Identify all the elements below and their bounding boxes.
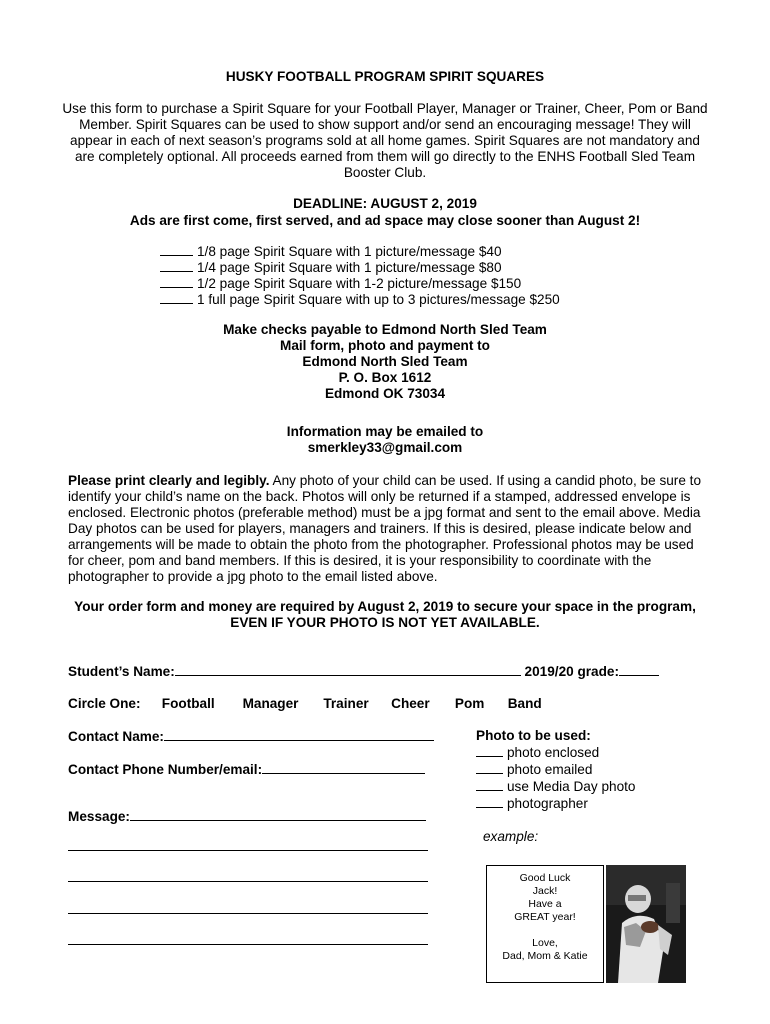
photo-option-emailed[interactable]: [476, 761, 635, 778]
instructions-paragraph: [68, 473, 708, 585]
contact-name-label: Contact Name:: [68, 729, 164, 744]
mail-name: Edmond North Sled Team: [302, 354, 468, 369]
option-label: 1/4 page Spirit Square with 1 picture/message $80: [197, 260, 502, 275]
contact-phone-row: [68, 761, 425, 778]
order-deadline-line1: Your order form and money are required by August 2, 2019 to secure your space in the program,: [74, 599, 696, 614]
example-message-line: Good Luck: [519, 872, 571, 884]
mail-city: Edmond OK 73034: [324, 386, 446, 401]
option-row[interactable]: [160, 244, 560, 260]
order-deadline: [0, 599, 770, 631]
example-message-box: [486, 865, 604, 983]
contact-name-row: [68, 728, 434, 745]
intro-paragraph: Use this form to purchase a Spirit Square for your Football Player, Manager or Trainer, Cheer, Pom or Band Member. Spirit Squares can be used to show support and/or send an encouraging message! They will appear in each of next season’s programs sold at all home games. Spirit Squares are not mandatory and are completely optional. All proceeds earned from them will go directly to the ENHS Football Sled Team Booster Club.: [62, 101, 708, 180]
message-line[interactable]: [68, 944, 428, 945]
option-label: 1/2 page Spirit Square with 1-2 picture/message $150: [197, 276, 522, 291]
example-message-spacer: [487, 924, 603, 937]
photo-option-blank[interactable]: [476, 795, 503, 808]
mail-instructions: [0, 322, 770, 402]
circle-one-row: [68, 696, 542, 712]
form-title: HUSKY FOOTBALL PROGRAM SPIRIT SQUARES: [225, 69, 545, 84]
circle-option-trainer[interactable]: Trainer: [323, 696, 369, 711]
student-row: [68, 663, 659, 680]
photo-option-blank[interactable]: [476, 744, 503, 757]
mail-box: P. O. Box 1612: [338, 370, 432, 385]
email-info: [0, 424, 770, 456]
student-name-label: Student’s Name:: [68, 664, 175, 679]
example-message-line: Have a: [528, 898, 562, 910]
photo-option-blank[interactable]: [476, 778, 503, 791]
message-row: [68, 808, 426, 825]
example-message-line: Love,: [532, 937, 558, 949]
example-player-photo: [606, 865, 686, 983]
circle-option-football[interactable]: Football: [161, 696, 215, 711]
message-line[interactable]: [68, 913, 428, 914]
option-blank[interactable]: [160, 244, 193, 256]
instructions-body: Any photo of your child can be used. If using a candid photo, be sure to identify your child’s name on the back. Photos will only be returned if a stamped, addressed envelope is enclosed. Electronic photos (preferable method) must be a jpg format and sent to the email above. Media Day photos can be used for players, managers and trainers. If this is desired, please indicate below and arrangements will be made to obtain the photo from the photographer. Professional photos may be used for cheer, pom and band members. If this is desired, it is your responsibility to coordinate with the photographer to provide a jpg photo to the email listed above.: [68, 473, 701, 584]
option-label: 1 full page Spirit Square with up to 3 pictures/message $250: [197, 292, 560, 307]
checks-payable: Make checks payable to Edmond North Sled Team: [223, 322, 547, 337]
example-message-line: GREAT year!: [514, 911, 576, 923]
circle-option-manager[interactable]: Manager: [242, 696, 299, 711]
deadline-heading: DEADLINE: AUGUST 2, 2019: [293, 196, 477, 211]
option-row[interactable]: [160, 276, 560, 292]
photo-option-label: use Media Day photo: [507, 779, 636, 794]
message-field[interactable]: [130, 808, 426, 821]
photo-option-enclosed[interactable]: [476, 744, 635, 761]
option-blank[interactable]: [160, 276, 193, 288]
example-label: example:: [483, 829, 539, 844]
message-line[interactable]: [68, 850, 428, 851]
circle-option-pom[interactable]: Pom: [454, 696, 485, 711]
deadline-note: Ads are first come, first served, and ad space may close sooner than August 2!: [129, 213, 641, 228]
contact-phone-label: Contact Phone Number/email:: [68, 762, 263, 777]
example-message-line: Dad, Mom & Katie: [502, 950, 588, 962]
option-label: 1/8 page Spirit Square with 1 picture/message $40: [197, 244, 502, 259]
contact-name-field[interactable]: [164, 728, 434, 741]
photo-option-label: photo emailed: [507, 762, 593, 777]
message-line[interactable]: [68, 881, 428, 882]
photo-option-blank[interactable]: [476, 761, 503, 774]
option-row[interactable]: [160, 260, 560, 276]
example-message-line: Jack!: [532, 885, 558, 897]
student-name-field[interactable]: [175, 663, 521, 676]
mail-to: Mail form, photo and payment to: [280, 338, 490, 353]
photo-option-media-day[interactable]: [476, 778, 635, 795]
photo-option-photographer[interactable]: [476, 795, 635, 812]
order-deadline-line2: EVEN IF YOUR PHOTO IS NOT YET AVAILABLE.: [230, 615, 540, 630]
photo-label: Photo to be used:: [476, 728, 591, 743]
circle-one-label: Circle One:: [68, 696, 141, 711]
email-address: smerkley33@gmail.com: [307, 440, 463, 455]
option-row[interactable]: [160, 292, 560, 308]
photo-option-label: photographer: [507, 796, 588, 811]
grade-field[interactable]: [619, 663, 659, 676]
contact-phone-field[interactable]: [262, 761, 425, 774]
email-info-line: Information may be emailed to: [286, 424, 484, 439]
photo-option-label: photo enclosed: [507, 745, 600, 760]
instructions-lead: Please print clearly and legibly.: [68, 473, 270, 488]
message-label: Message:: [68, 809, 130, 824]
circle-option-cheer[interactable]: Cheer: [391, 696, 430, 711]
option-blank[interactable]: [160, 260, 193, 272]
circle-option-band[interactable]: Band: [507, 696, 542, 711]
photo-options: [476, 728, 635, 812]
spirit-square-options: [160, 244, 560, 308]
option-blank[interactable]: [160, 292, 193, 304]
grade-label: 2019/20 grade:: [524, 664, 620, 679]
